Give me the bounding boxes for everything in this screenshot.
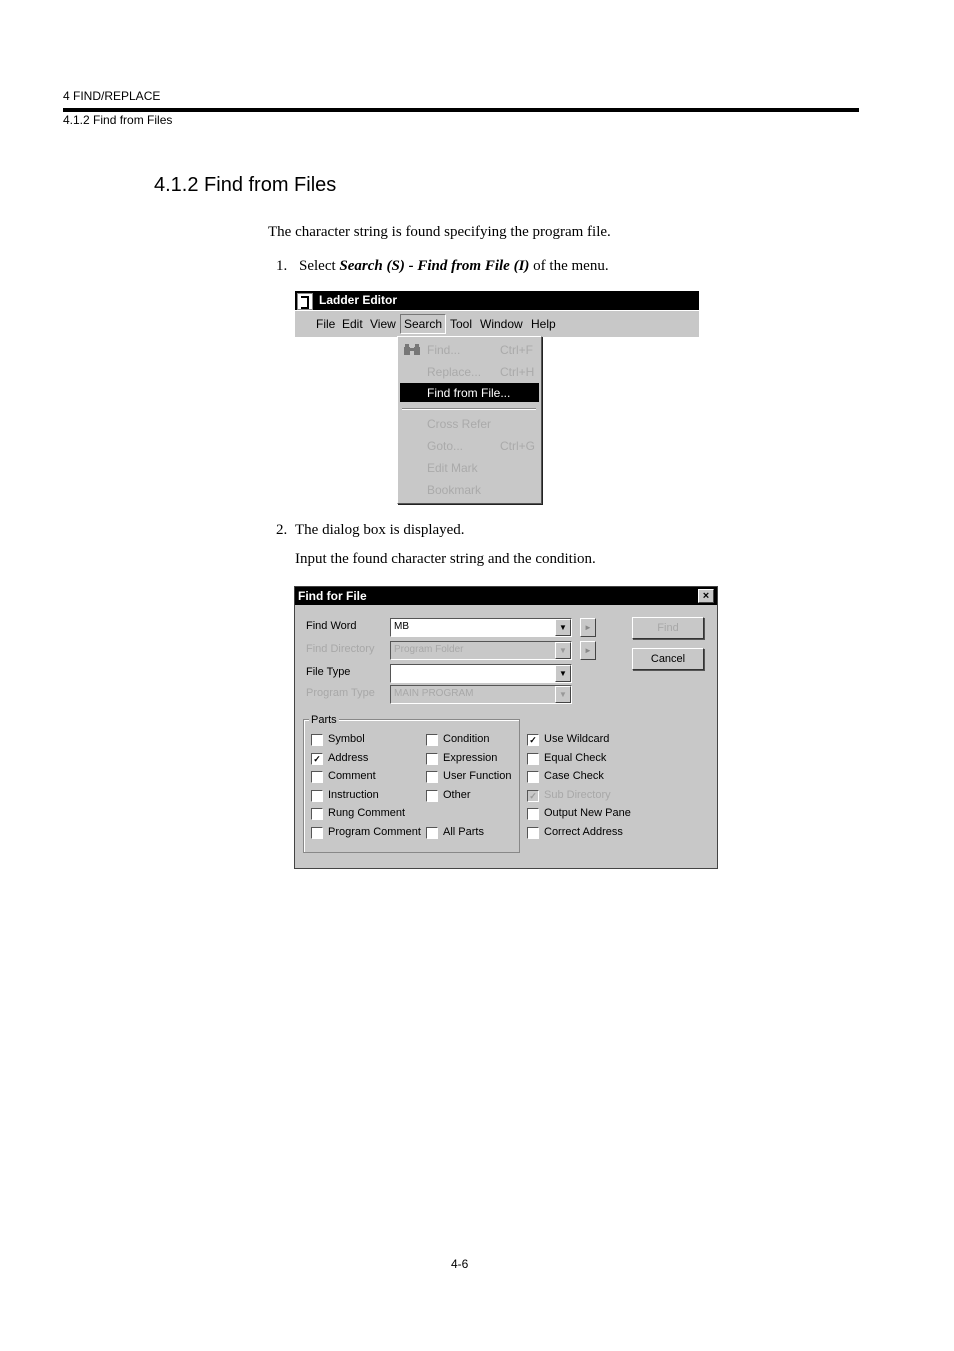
menu-item-replace[interactable] [400,362,539,381]
chevron-down-icon[interactable]: ▼ [555,642,571,659]
checkbox-box[interactable] [426,734,438,746]
find-for-file-dialog [294,586,718,869]
menu-edit[interactable]: Edit [342,317,363,331]
step2-number: 2. [276,522,288,538]
menu-item-goto[interactable] [400,436,539,455]
chapter-header: 4 FIND/REPLACE [63,89,161,103]
checkbox-label: Condition [443,733,490,745]
checkbox-label: Comment [328,770,376,782]
menu-item-find[interactable] [400,340,539,359]
program-type-label: Program Type [306,687,375,699]
menu-item-label: Replace... [427,365,482,379]
header-rule [63,108,859,112]
checkbox-label: Sub Directory [544,789,611,801]
menu-item-label: Cross Refer [427,417,492,431]
menu-tool[interactable]: Tool [450,317,473,331]
app-icon [297,293,313,310]
checkbox-box[interactable] [311,790,323,802]
checkbox-label: Use Wildcard [544,733,610,745]
checkbox-box[interactable] [527,808,539,820]
menu-help[interactable]: Help [531,317,556,331]
find-directory-value: Program Folder [394,644,464,655]
menu-item-label: Find... [427,343,461,357]
checkbox-label: Correct Address [544,826,623,838]
ladder-editor-titlebar [295,291,699,310]
checkbox-label: Instruction [328,789,379,801]
checkbox-box[interactable] [426,790,438,802]
menu-item-bookmark[interactable] [400,480,539,499]
checkbox-label: Output New Pane [544,807,631,819]
menu-item-shortcut: Ctrl+G [500,439,536,453]
menu-item-label: Goto... [427,439,464,453]
menu-item-edit-mark[interactable] [400,458,539,477]
menubar [295,311,699,337]
chevron-down-icon[interactable]: ▼ [555,686,571,703]
menu-separator [402,408,536,410]
menu-item-label: Find from File... [427,386,511,400]
find-directory-browse-button[interactable]: ► [580,641,596,660]
window-title: Ladder Editor [319,293,398,307]
checkbox-box[interactable] [527,771,539,783]
checkbox-label: All Parts [443,826,484,838]
checkbox-label: Rung Comment [328,807,406,819]
file-type-combo[interactable] [390,664,572,683]
checkbox-label: Equal Check [544,752,607,764]
section-title: 4.1.2 Find from Files [154,174,337,196]
checkbox-label: Address [328,752,369,764]
checkbox-label: Other [443,789,471,801]
find-word-value: MB [394,621,409,632]
checkbox-label: User Function [443,770,512,782]
chevron-down-icon[interactable]: ▼ [555,619,571,636]
intro-text: The character string is found specifying the program file. [268,224,611,240]
menu-item-cross-refer[interactable] [400,414,539,433]
menu-file[interactable]: File [316,317,336,331]
find-word-combo[interactable] [390,618,572,637]
search-dropdown [397,336,542,504]
checkbox-box[interactable] [426,753,438,765]
checkbox-label: Program Comment [328,826,421,838]
checkbox-box[interactable] [311,734,323,746]
check-icon[interactable]: ✓ [527,790,539,802]
checkbox-box[interactable] [311,827,323,839]
file-type-label: File Type [306,666,351,678]
menu-view[interactable]: View [370,317,396,331]
find-directory-combo[interactable] [390,641,572,660]
checkbox-label: Symbol [328,733,365,745]
step2-line1: The dialog box is displayed. [295,522,465,538]
check-icon[interactable]: ✓ [311,753,323,765]
checkbox-box[interactable] [527,753,539,765]
chevron-down-icon[interactable]: ▼ [555,665,571,682]
find-word-label: Find Word [306,620,357,632]
checkbox-box[interactable] [426,771,438,783]
checkbox-label: Expression [443,752,498,764]
find-button[interactable]: Find [632,617,704,639]
menu-item-find-from-file[interactable] [400,383,539,402]
step1-suffix: of the menu. [529,258,609,274]
menu-item-shortcut: Ctrl+F [500,343,533,357]
binoculars-icon [404,344,420,355]
menu-item-shortcut: Ctrl+H [500,365,535,379]
checkbox-box[interactable] [527,827,539,839]
checkbox-label: Case Check [544,770,604,782]
parts-group-label: Parts [311,714,337,726]
step1-text [299,258,609,275]
step1-number: 1. [276,258,288,274]
program-type-value: MAIN PROGRAM [394,688,474,699]
find-word-menu-button[interactable]: ► [580,618,596,637]
step2-line2: Input the found character string and the condition. [295,551,596,567]
step1-prefix: Select [299,258,340,274]
menu-item-label: Bookmark [427,483,482,497]
step1-menu-path: Search (S) - Find from File (I) [339,258,530,274]
close-icon[interactable]: × [698,589,714,603]
page-number: 4-6 [451,1257,469,1271]
checkbox-box[interactable] [311,771,323,783]
menu-item-label: Edit Mark [427,461,478,475]
program-type-combo[interactable] [390,685,572,704]
cancel-button[interactable]: Cancel [632,648,704,670]
section-header: 4.1.2 Find from Files [63,113,173,127]
menu-window[interactable]: Window [480,317,523,331]
check-icon[interactable]: ✓ [527,734,539,746]
find-directory-label: Find Directory [306,643,375,655]
checkbox-box[interactable] [311,808,323,820]
menu-search[interactable]: Search [400,314,446,334]
dialog-titlebar [295,587,717,605]
dialog-title: Find for File [298,589,367,603]
checkbox-box[interactable] [426,827,438,839]
